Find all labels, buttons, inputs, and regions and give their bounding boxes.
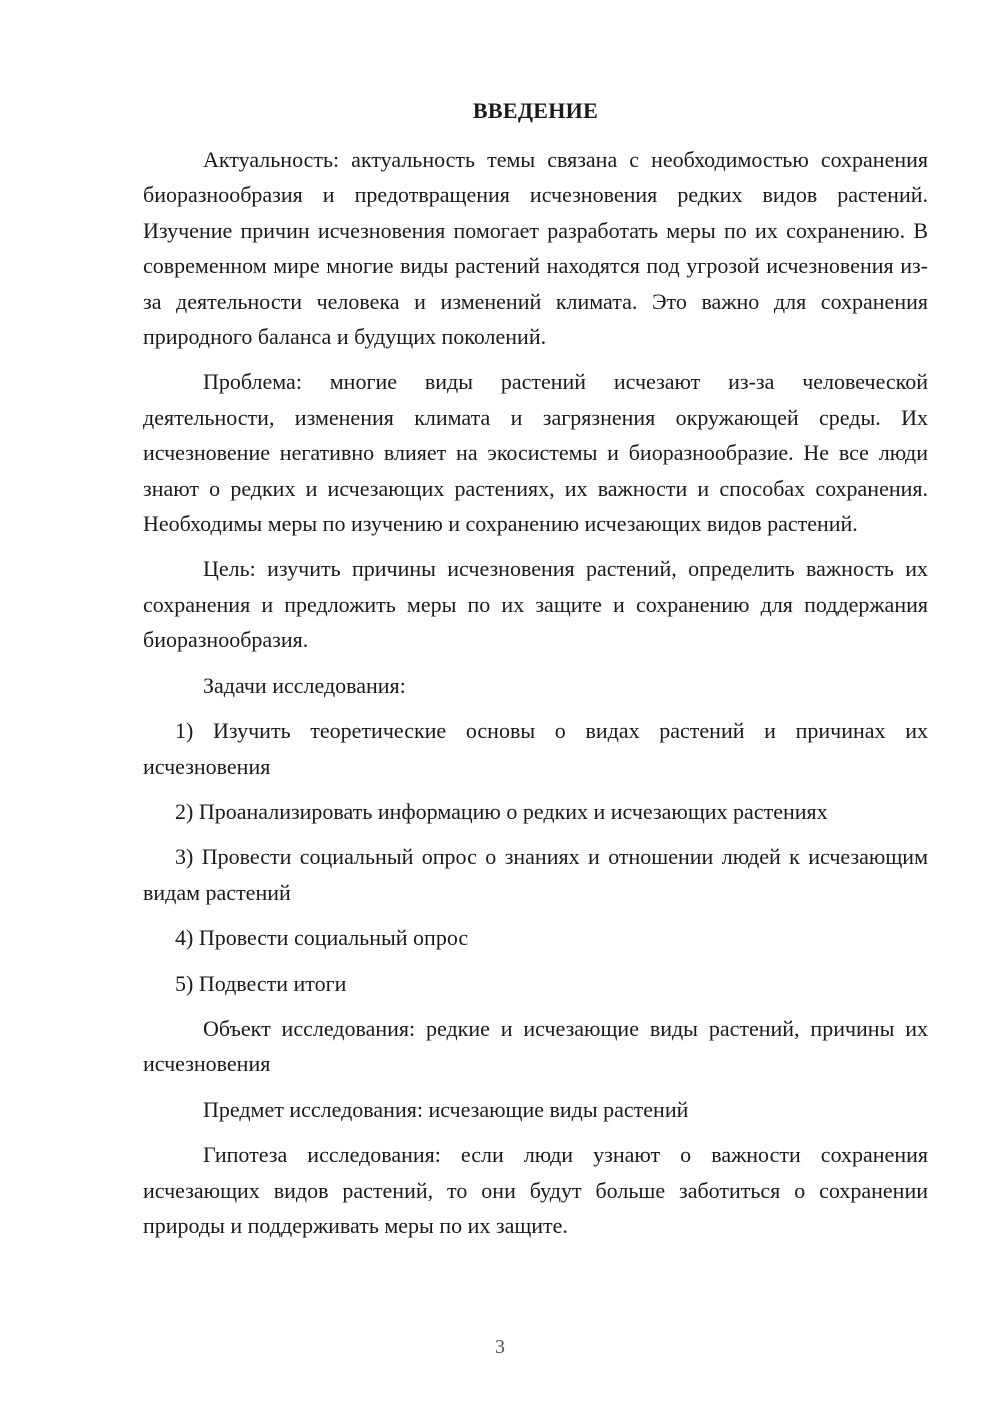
page-number: 3: [495, 1336, 505, 1358]
list-item: 4) Провести социальный опрос: [175, 925, 469, 951]
paragraph-subject: Предмет исследования: исчезающие виды растений: [203, 1096, 689, 1122]
paragraph-goal: Цель: изучить причины исчезновения растений, определить важность их сохранения и предложить меры по их защите и сохранению для поддержания биоразнообразия.: [143, 556, 928, 653]
list-item: 1) Изучить теоретические основы о видах растений и причинах их исчезновения: [143, 718, 928, 779]
list-item: 3) Провести социальный опрос о знаниях и отношении людей к исчезающим видам растений: [143, 844, 928, 905]
paragraph-object: Объект исследования: редкие и исчезающие виды растений, причины их исчезновения: [143, 1015, 928, 1077]
paragraph-problem: Проблема: многие виды растений исчезают из-за человеческой деятельности, изменения климата и загрязнения окружающей среды. Их исчезновение негативно влияет на экосистемы и биоразнообразие. Не все люди знают о редких и исчезающих растениях, их важности и способах сохранения. Необходимы меры по изучению и сохранению исчезающих видов растений.: [143, 369, 928, 537]
document-page: [143, 96, 928, 1253]
paragraph-tasks-heading: Задачи исследования:: [203, 672, 406, 698]
paragraph-hypothesis: Гипотеза исследования: если люди узнают о важности сохранения исчезающих видов растений, то они будут больше заботиться о сохранении природы и поддерживать меры по их защите.: [143, 1142, 928, 1238]
list-item: 2) Проанализировать информацию о редких и исчезающих растениях: [175, 798, 828, 824]
tasks-list: [143, 713, 928, 1001]
section-title: ВВЕДЕНИЕ: [472, 98, 599, 123]
paragraph-relevance: Актуальность: актуальность темы связана с необходимостью сохранения биоразнообразия и предотвращения исчезновения редких видов растений. Изучение причин исчезновения помогает разработать меры по их сохранению. В современном мире многие виды растений находятся под угрозой исчезновения из-за деятельности человека и изменений климата. Это важно для сохранения природного баланса и будущих поколений.: [143, 147, 928, 350]
list-item: 5) Подвести итоги: [175, 970, 347, 996]
